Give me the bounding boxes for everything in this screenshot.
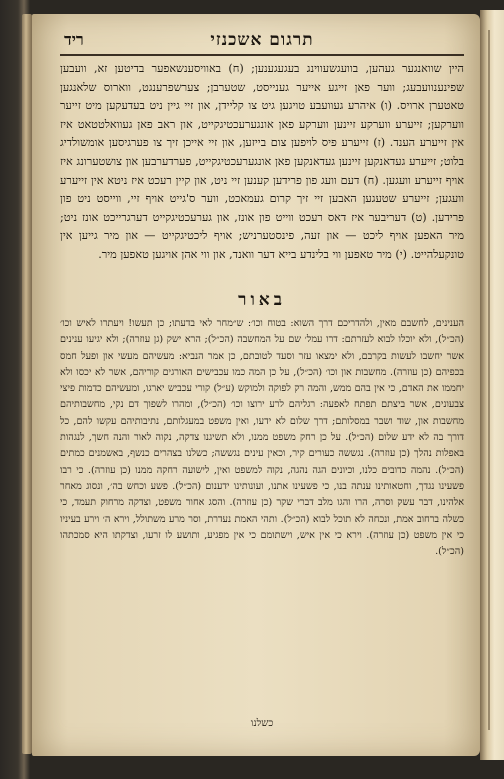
main-text-block: היין שוואנגער געהען, בוועגשעווינג בעגעגענען; (ח) באוויסענשאפער בדיטען זא, וועבען שפינענוועבעג; ווער פאן זייגע אייער גענייסט, שטערבן; צערשפרענגט, ווארוס שלאנגען טאטערן ארויס. (ו) איהרע געוועבע טויגען גיט צו קליידן, און זיי גיין ניט בעדעקען מיט זייער ווערקען; זייערע ווערקע זיינען ווערקע פאן אונגערעכטיגקייט, און ראב פאן געוואלטטאט איז אין זייערע הענד. (ז) זייערע פיס לויפען צום בייזען, און זיי אייכן זיך צו פערגיסען אומשולדיג בלוט; זייערע געדאנקען זיינען געדאנקען פאן אונגערעכטיגקייט, פערדערבען און צושטערונג איז אויף זייערע וועגען. (ח) דעם וועג פון פרידען קענען זיי ניט, און קיין רעכט איז ניטא אין זייערע וועגען; זייערע שטעגען האבען זיי זיך קרום געמאכט, ווער ס'גייט אויף זיי, ווייסט ניט פון פרידען. (ט) דעריבער איז דאס רעכט ווייט פון אונז, און גערעכטיגקייט דערגרייכט אונז ניט; מיר האפען אויף ליכט — און זעה, פינסטערניש; אויף ליכטיגקייט — און מיר גייען אין טונקעלהייט. (י) מיר טאפען ווי בלינדע בייא דער וואנד, און ווי אהן אויגען טאפען מיר. [60,62,464,261]
catchword: כשלנו [250,718,274,729]
commentary-block: הענינים, לחשבם מאין, ולהדריכם דרך השוא: בטוח וכו׳: ש״מחר לאי בדעתו; כן תעשו! ויעתרו לאיש וכו׳ (הכ״ל), ולא יוכלו לבוא לעזרתם: דרו עמל׳ שם על המחשבה (הכ״ל); הרא ישק (גן עוזרה); ולא יגיעו ענינים אשר יחשבו לעשות בקרבם, ולא ימצאו עזר וסעד לטובתם, כן אמר הנביא: מעשיהם מעשי און ופעל חמס בכפיהם (כן עוזרה). מחשבות און וכו׳ (הכ״ל), על כן המה כמו עכבישים האורגים קוריהם, אשר לא יכסו ולא יחממו את האדם, כי אין בהם ממש, והמה רק לפוקה ולמוקש (ע״ל) קורי עכביש יארגו, ומעשיהם כדמות פיצי צבעונים, אשר ביצתם תפתח לאפעה: רגליהם לרע ירוצו וכו׳ (הכ״ל), ומהרו לשפוך דם נקי, מחשבותיהם מחשבות און, שוד ושבר במסלותם; דרך שלום לא ידעו, ואין משפט במעגלותם, נתיבותיהם עקשו להם, כל דורך בה לא ידע שלום (הכ״ל). על כן רחק משפט ממנו, ולא תשיגנו צדקה, נקוה לאור והנה חשך, לנגהות באפלות נהלך (כן עוזרה). נגששה כעורים קיר, וכאין עינים נגששה; כשלנו בצהרים כנשף, באשמנים כמתים (הכ״ל). נהמה כדובים כלנו, וכיונים הגה נהגה, נקוה למשפט ואין, לישועה רחקה ממנו (כן עוזרה). כי רבו פשעינו נגדך, וחטאותינו ענתה בנו, כי פשעינו אתנו, ועונותינו ידענום (הכ״ל). פשע וכחש בה׳, ונסוג מאחר אלהינו, דבר עשק וסרה, הרו והגו מלב דברי שקר (כן עוזרה). והסג אחור משפט, וצדקה מרחוק תעמד, כי כשלה ברחוב אמת, ונכחה לא תוכל לבוא (הכ״ל). ותהי האמת נעדרת, וסר מרע משתולל, וירא ה׳ וירע בעיניו כי אין משפט (כן עוזרה). וירא כי אין איש, וישתומם כי אין מפגיע, ותושע לו זרעו, וצדקתו היא סמכתהו (הכ״ל). [60,318,464,558]
page-number: ריד [64,30,84,49]
page-content [60,24,464,744]
book-page [32,14,480,756]
page-title: תרגום אשכנזי [210,30,314,50]
next-page-edge [480,10,504,760]
page-header [60,24,464,56]
book-spine [22,14,32,754]
section-heading: באור [238,290,286,310]
